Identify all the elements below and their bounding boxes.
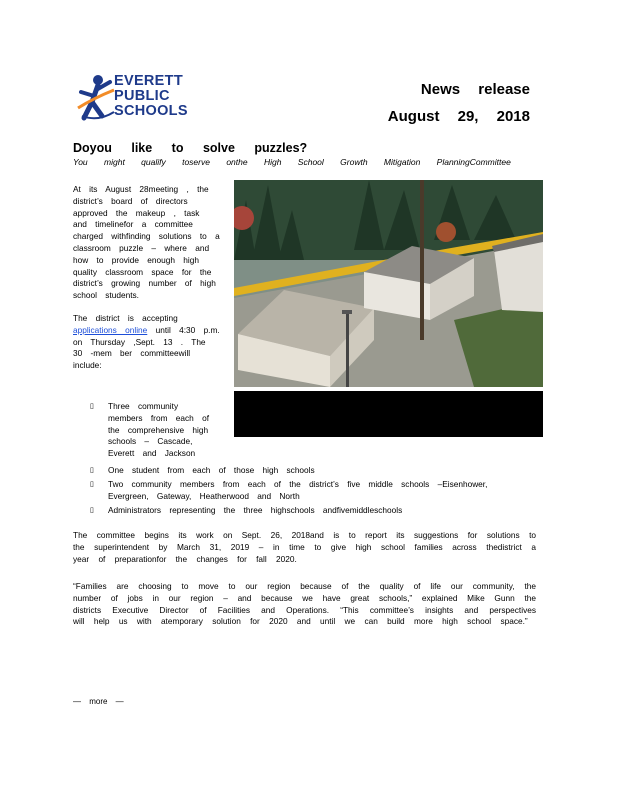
logo-line-2: PUBLIC xyxy=(114,88,170,104)
release-date: August 29, 2018 xyxy=(387,108,530,125)
applications-online-link[interactable]: applications online xyxy=(73,324,148,335)
photo-caption-bar xyxy=(234,391,543,437)
bullet-text: Two community members from each of the district’s five middle schools –Eisenhower, Evergreen, Gateway, Heatherwood and North xyxy=(108,479,488,501)
more-footer: — more — xyxy=(73,697,124,706)
bullet-icon: ▯ xyxy=(90,481,94,488)
headline: Doyou like to solve puzzles? xyxy=(73,141,308,155)
bullet-text: Administrators representing the three highschools andfivemiddleschools xyxy=(108,505,403,515)
logo-line-3: SCHOOLS xyxy=(114,103,188,119)
quote-text: “Families are choosing to move to our region because of the quality of life our community, the number of jobs in our region – and because we have great schools,” explained Mike Gunn the districts Executive Director of Facilities and Operations. “This committee’s insights and perspectives will help us with atemporary solution for 2020 and until we can build more high school space.” xyxy=(73,581,536,627)
bullet-item xyxy=(90,479,528,503)
logo-figure-icon xyxy=(76,72,116,128)
accepting-text: The district is accepting xyxy=(73,312,178,323)
bullet-icon: ▯ xyxy=(90,507,94,514)
bullet-item xyxy=(90,505,538,517)
quote-paragraph xyxy=(73,581,536,628)
district-logo xyxy=(76,72,216,128)
bullet-item xyxy=(90,465,538,477)
news-release-title: News release xyxy=(420,81,530,98)
accepting-details: until 4:30 p.m. on Thursday ,Sept. 13 . The 30 -mem ber committeewill include: xyxy=(73,324,220,371)
committee-paragraph xyxy=(73,530,536,565)
bullet-icon: ▯ xyxy=(90,467,94,474)
bullet-item xyxy=(90,401,220,460)
accepting-paragraph xyxy=(73,313,221,372)
logo-line-1: EVERETT xyxy=(114,73,183,89)
bullet-text: Three community members from each of the comprehensive high schools – Cascade, Everett and Jackson xyxy=(108,401,209,459)
subhead: You might qualify toserve onthe High School Growth Mitigation PlanningCommittee xyxy=(73,157,511,167)
intro-column xyxy=(73,184,221,372)
intro-paragraph: At its August 28meeting , the district’s board of directors approved the makeup , task and timelinefor a committee charged withfinding solutions to a classroom puzzle – where and how to provide enough high quality classroom space for the district’s growing number of high school students. xyxy=(73,184,220,301)
bullet-text: One student from each of those high schools xyxy=(108,465,315,475)
committee-text: The committee begins its work on Sept. 26, 2018and is to report its suggestions for solutions to the superintendent by March 31, 2019 – in time to give high school families across thedistrict a year of preparationfor the changes for fall 2020. xyxy=(73,530,536,564)
school-portables-photo xyxy=(234,180,543,387)
bullet-icon: ▯ xyxy=(90,403,94,410)
